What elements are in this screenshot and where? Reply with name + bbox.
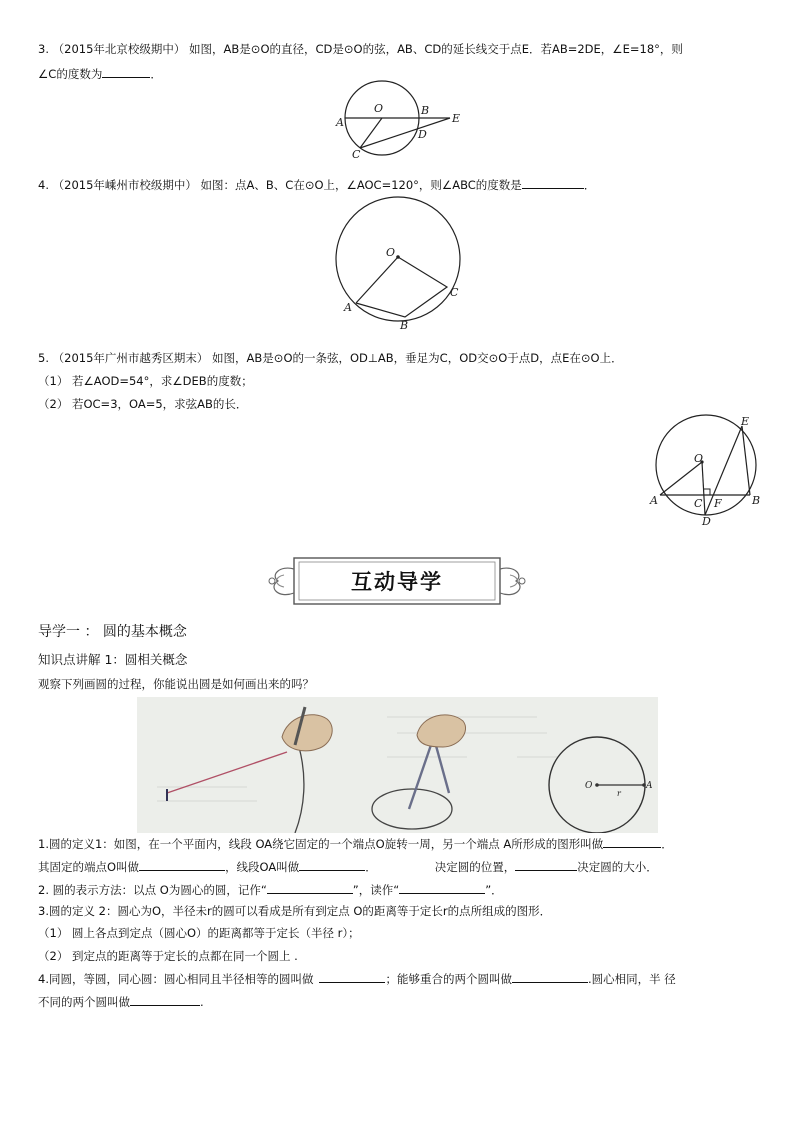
def4-line2: 不同的两个圆叫做 . [38, 995, 204, 1009]
q5-label-o: O [694, 452, 704, 465]
q3-line2: ∠C的度数为 ． [38, 67, 162, 81]
def3-line3: （2） 到定点的距离等于定长的点都在同一个圆上 . [38, 949, 298, 963]
photo-label-r: r [617, 789, 621, 798]
def1-blank-circle[interactable] [603, 835, 661, 848]
q3-label-a: A [336, 116, 344, 129]
q5-label-a: A [650, 494, 658, 507]
def1-blank-radius[interactable] [299, 858, 365, 871]
def2-blank-reading[interactable] [399, 881, 485, 894]
q3-label-e: E [452, 112, 461, 125]
q4-label-c: C [450, 286, 459, 299]
section-question: 观察下列画圆的过程，你能说出圆是如何画出来的吗？ [38, 677, 314, 691]
q5-circle [656, 415, 756, 515]
photo-label-o: O [585, 781, 593, 791]
def3-line1: 3.圆的定义 2：圆心为O，半径未r的圆可以看成是所有到定点 O的距离等于定长r的点所组成的图形． [38, 904, 552, 918]
q5-label-e: E [741, 415, 750, 428]
q5-right-angle [704, 489, 710, 495]
compass-photo [137, 697, 658, 833]
q3-line-ce [360, 118, 450, 148]
q4-line1: 4. （2015年嵊州市校级期中） 如图：点A、B、C在⊙O上，∠AOC=120°，则∠ABC的度数是 ． [38, 178, 596, 192]
q3-line-oc [360, 118, 382, 148]
q4-circle [336, 197, 460, 321]
q4-label-b: B [400, 319, 409, 332]
def4-blank-concentric[interactable] [130, 993, 200, 1006]
q3-answer-blank[interactable] [102, 65, 150, 78]
q5-line1: 5. （2015年广州市越秀区期末） 如图，AB是⊙O的一条弦，OD⊥AB，垂足为C，OD交⊙O于点D，点E在⊙O上． [38, 351, 623, 365]
q3-line1: 3. （2015年北京校级期中） 如图，AB是⊙O的直径，CD是⊙O的弦，AB、CD的延长线交于点E．若AB=2DE，∠E=18°，则 [38, 42, 683, 56]
def4-blank-equal-circle[interactable] [512, 970, 588, 983]
q5-label-b: B [752, 494, 761, 507]
q5-figure [648, 412, 768, 527]
section-banner [262, 555, 532, 607]
q5-line2: （1） 若∠AOD=54°，求∠DEB的度数； [38, 374, 253, 388]
def4-blank-same-circle[interactable] [319, 970, 385, 983]
def2-line: 2. 圆的表示方法：以点 O为圆心的圆，记作“ ”，读作“ ”． [38, 883, 503, 897]
q5-line-ed [705, 426, 742, 515]
def2-blank-notation[interactable] [267, 881, 353, 894]
banner-title: 互动导学 [351, 569, 443, 594]
q5-line3: （2） 若OC=3，OA=5，求弦AB的长． [38, 397, 248, 411]
q4-answer-blank[interactable] [522, 176, 584, 189]
q5-line-eb [742, 426, 750, 495]
def1-line2: 其固定的端点O叫做 ，线段OA叫做 ． 决定圆的位置， 决定圆的大小． [38, 860, 658, 874]
q3-label-d: D [418, 128, 427, 141]
photo-label-a: A [646, 781, 653, 791]
q3-figure [330, 80, 470, 160]
section-heading: 导学一 ： 圆的基本概念 [38, 624, 187, 640]
def4-line1: 4.同圆，等圆，同心圆：圆心相同且半径相等的圆叫做 ；能够重合的两个圆叫做 .圆心相同，半 径 [38, 972, 676, 986]
def3-line2: （1） 圆上各点到定点（圆心O）的距离都等于定长（半径 r）； [38, 926, 360, 940]
def1-blank-center[interactable] [139, 858, 225, 871]
q5-label-c: C [694, 497, 703, 510]
q3-label-c: C [352, 148, 361, 160]
def1-line1: 1.圆的定义1：如图，在一个平面内，线段 OA绕它固定的一个端点O旋转一周，另一个端点 A所形成的图形叫做 ． [38, 837, 673, 851]
q5-label-f: F [714, 497, 722, 510]
q4-label-o: O [386, 246, 396, 259]
q5-line-oa [660, 462, 702, 495]
q4-figure [330, 190, 470, 335]
q4-polygon [356, 257, 447, 317]
def1-blank-size[interactable] [515, 858, 577, 871]
q5-label-d: D [702, 515, 711, 527]
q3-label-b: B [421, 104, 430, 117]
q4-label-a: A [344, 301, 352, 314]
compass-illustration [137, 697, 658, 833]
q3-label-o: O [374, 102, 384, 115]
section-subheading: 知识点讲解 1：圆相关概念 [38, 652, 188, 667]
